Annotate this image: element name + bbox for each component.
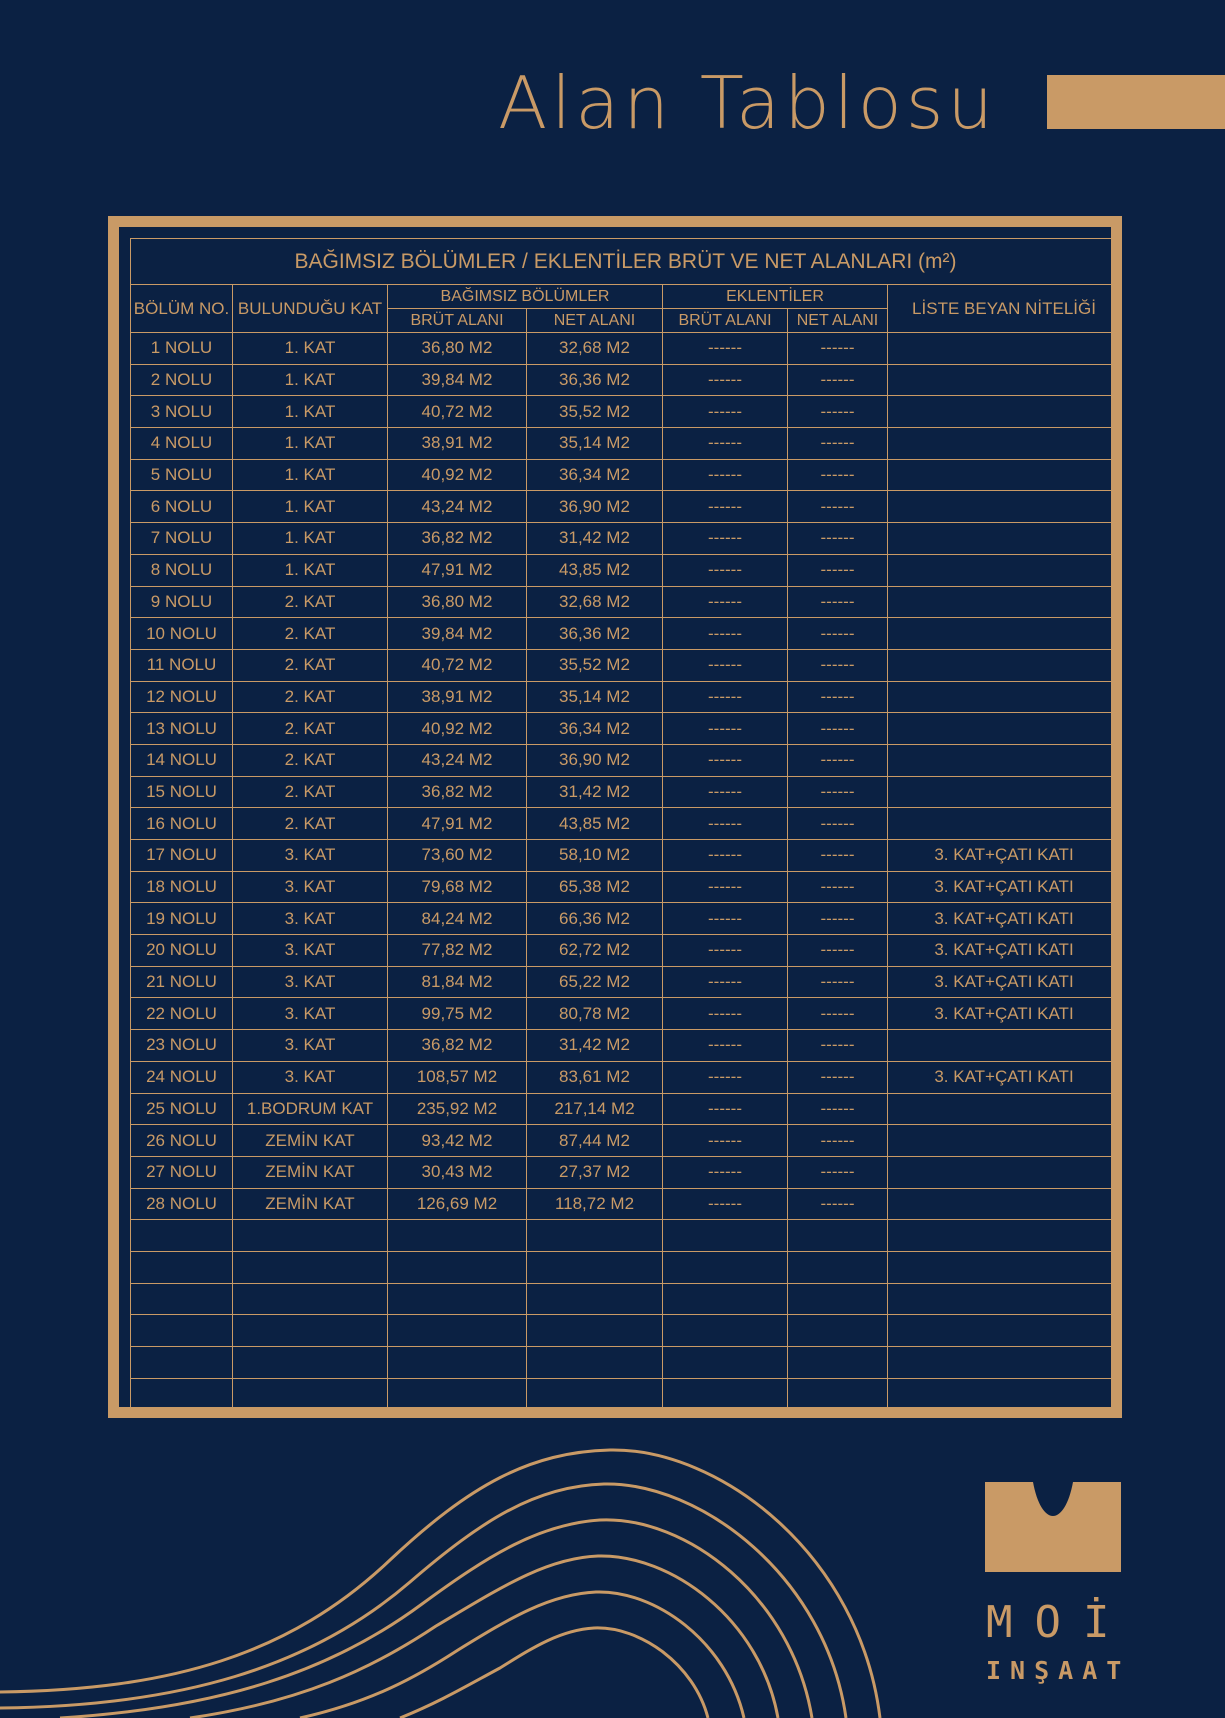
cell-ek-brut-alani: ------ (663, 396, 788, 428)
empty-cell (388, 1315, 527, 1347)
cell-liste-beyan (888, 459, 1121, 491)
cell-ek-net-alani: ------ (788, 744, 888, 776)
cell-brut-alani: 36,82 M2 (388, 776, 527, 808)
cell-bolum-no: 17 NOLU (131, 840, 233, 872)
cell-net-alani: 217,14 M2 (527, 1093, 663, 1125)
cell-brut-alani: 38,91 M2 (388, 681, 527, 713)
cell-bolum-no: 10 NOLU (131, 618, 233, 650)
cell-ek-brut-alani: ------ (663, 1125, 788, 1157)
cell-ek-brut-alani: ------ (663, 1030, 788, 1062)
cell-liste-beyan (888, 618, 1121, 650)
cell-brut-alani: 99,75 M2 (388, 998, 527, 1030)
empty-table-row (131, 1315, 1121, 1347)
empty-table-row (131, 1283, 1121, 1315)
table-row (131, 1093, 1121, 1125)
table-row (131, 1156, 1121, 1188)
cell-brut-alani: 77,82 M2 (388, 935, 527, 967)
cell-ek-net-alani: ------ (788, 396, 888, 428)
cell-ek-net-alani: ------ (788, 1188, 888, 1220)
cell-ek-net-alani: ------ (788, 459, 888, 491)
header-net-alani: NET ALANI (527, 309, 663, 333)
empty-cell (233, 1220, 388, 1252)
empty-table-row (131, 1378, 1121, 1410)
cell-kat: 2. KAT (233, 618, 388, 650)
cell-ek-net-alani: ------ (788, 713, 888, 745)
cell-ek-brut-alani: ------ (663, 364, 788, 396)
cell-ek-net-alani: ------ (788, 1030, 888, 1062)
empty-cell (527, 1378, 663, 1410)
cell-kat: 2. KAT (233, 776, 388, 808)
table-row (131, 808, 1121, 840)
cell-ek-net-alani: ------ (788, 618, 888, 650)
cell-net-alani: 35,52 M2 (527, 396, 663, 428)
cell-kat: 3. KAT (233, 935, 388, 967)
cell-kat: 3. KAT (233, 840, 388, 872)
table-row (131, 744, 1121, 776)
cell-bolum-no: 25 NOLU (131, 1093, 233, 1125)
cell-bolum-no: 15 NOLU (131, 776, 233, 808)
table-row (131, 649, 1121, 681)
cell-kat: ZEMİN KAT (233, 1125, 388, 1157)
cell-ek-brut-alani: ------ (663, 586, 788, 618)
empty-cell (788, 1251, 888, 1283)
table-row (131, 1061, 1121, 1093)
cell-ek-brut-alani: ------ (663, 491, 788, 523)
cell-bolum-no: 1 NOLU (131, 333, 233, 365)
cell-brut-alani: 40,92 M2 (388, 459, 527, 491)
table-row (131, 1188, 1121, 1220)
cell-net-alani: 43,85 M2 (527, 808, 663, 840)
empty-cell (663, 1283, 788, 1315)
cell-liste-beyan (888, 586, 1121, 618)
cell-liste-beyan: 3. KAT+ÇATI KATI (888, 903, 1121, 935)
cell-bolum-no: 13 NOLU (131, 713, 233, 745)
logo-subtitle: INŞAAT (986, 1656, 1131, 1685)
cell-ek-brut-alani: ------ (663, 840, 788, 872)
cell-ek-brut-alani: ------ (663, 1188, 788, 1220)
empty-cell (233, 1251, 388, 1283)
empty-cell (788, 1347, 888, 1379)
cell-ek-net-alani: ------ (788, 586, 888, 618)
cell-bolum-no: 19 NOLU (131, 903, 233, 935)
empty-cell (788, 1220, 888, 1252)
empty-cell (388, 1347, 527, 1379)
cell-net-alani: 83,61 M2 (527, 1061, 663, 1093)
cell-net-alani: 32,68 M2 (527, 333, 663, 365)
cell-kat: ZEMİN KAT (233, 1188, 388, 1220)
cell-brut-alani: 126,69 M2 (388, 1188, 527, 1220)
cell-net-alani: 31,42 M2 (527, 776, 663, 808)
cell-net-alani: 43,85 M2 (527, 554, 663, 586)
empty-cell (233, 1378, 388, 1410)
cell-bolum-no: 7 NOLU (131, 523, 233, 555)
page-title: Alan Tablosu (498, 61, 997, 145)
cell-kat: 1.BODRUM KAT (233, 1093, 388, 1125)
cell-liste-beyan (888, 1188, 1121, 1220)
empty-cell (888, 1251, 1121, 1283)
cell-ek-net-alani: ------ (788, 364, 888, 396)
cell-bolum-no: 3 NOLU (131, 396, 233, 428)
cell-brut-alani: 235,92 M2 (388, 1093, 527, 1125)
cell-brut-alani: 73,60 M2 (388, 840, 527, 872)
cell-kat: 1. KAT (233, 554, 388, 586)
cell-ek-brut-alani: ------ (663, 554, 788, 586)
cell-kat: 1. KAT (233, 364, 388, 396)
cell-bolum-no: 24 NOLU (131, 1061, 233, 1093)
empty-table-row (131, 1347, 1121, 1379)
cell-bolum-no: 4 NOLU (131, 428, 233, 460)
cell-kat: 1. KAT (233, 491, 388, 523)
empty-cell (388, 1378, 527, 1410)
empty-cell (888, 1347, 1121, 1379)
cell-brut-alani: 38,91 M2 (388, 428, 527, 460)
cell-ek-net-alani: ------ (788, 871, 888, 903)
cell-ek-net-alani: ------ (788, 649, 888, 681)
table-row (131, 618, 1121, 650)
cell-brut-alani: 39,84 M2 (388, 364, 527, 396)
cell-ek-brut-alani: ------ (663, 744, 788, 776)
cell-kat: 1. KAT (233, 459, 388, 491)
cell-bolum-no: 14 NOLU (131, 744, 233, 776)
cell-net-alani: 87,44 M2 (527, 1125, 663, 1157)
table-row (131, 998, 1121, 1030)
cell-ek-net-alani: ------ (788, 491, 888, 523)
cell-ek-brut-alani: ------ (663, 871, 788, 903)
table-row (131, 776, 1121, 808)
cell-net-alani: 118,72 M2 (527, 1188, 663, 1220)
cell-net-alani: 58,10 M2 (527, 840, 663, 872)
cell-liste-beyan: 3. KAT+ÇATI KATI (888, 998, 1121, 1030)
cell-ek-brut-alani: ------ (663, 333, 788, 365)
cell-liste-beyan (888, 713, 1121, 745)
empty-cell (663, 1347, 788, 1379)
cell-bolum-no: 21 NOLU (131, 966, 233, 998)
cell-ek-brut-alani: ------ (663, 903, 788, 935)
cell-ek-brut-alani: ------ (663, 649, 788, 681)
cell-bolum-no: 8 NOLU (131, 554, 233, 586)
cell-kat: 3. KAT (233, 966, 388, 998)
cell-ek-brut-alani: ------ (663, 1156, 788, 1188)
empty-cell (888, 1283, 1121, 1315)
empty-cell (131, 1315, 233, 1347)
logo-name: MOİ (986, 1597, 1132, 1648)
cell-ek-brut-alani: ------ (663, 681, 788, 713)
empty-cell (663, 1251, 788, 1283)
header-bagimsiz-bolumler: BAĞIMSIZ BÖLÜMLER (388, 285, 663, 309)
cell-liste-beyan (888, 396, 1121, 428)
cell-bolum-no: 6 NOLU (131, 491, 233, 523)
cell-net-alani: 35,52 M2 (527, 649, 663, 681)
cell-net-alani: 36,90 M2 (527, 491, 663, 523)
empty-cell (663, 1378, 788, 1410)
cell-liste-beyan (888, 364, 1121, 396)
cell-liste-beyan (888, 523, 1121, 555)
cell-liste-beyan (888, 776, 1121, 808)
cell-bolum-no: 9 NOLU (131, 586, 233, 618)
cell-kat: 3. KAT (233, 1030, 388, 1062)
cell-brut-alani: 39,84 M2 (388, 618, 527, 650)
cell-net-alani: 66,36 M2 (527, 903, 663, 935)
cell-ek-net-alani: ------ (788, 808, 888, 840)
cell-brut-alani: 30,43 M2 (388, 1156, 527, 1188)
cell-brut-alani: 40,72 M2 (388, 396, 527, 428)
empty-cell (233, 1283, 388, 1315)
cell-ek-net-alani: ------ (788, 523, 888, 555)
table-row (131, 396, 1121, 428)
table-row (131, 871, 1121, 903)
cell-net-alani: 35,14 M2 (527, 681, 663, 713)
cell-liste-beyan: 3. KAT+ÇATI KATI (888, 1061, 1121, 1093)
cell-brut-alani: 36,82 M2 (388, 1030, 527, 1062)
empty-cell (388, 1251, 527, 1283)
cell-net-alani: 32,68 M2 (527, 586, 663, 618)
cell-kat: 3. KAT (233, 998, 388, 1030)
table-row (131, 713, 1121, 745)
cell-liste-beyan (888, 681, 1121, 713)
cell-liste-beyan (888, 744, 1121, 776)
empty-cell (788, 1283, 888, 1315)
table-row (131, 333, 1121, 365)
cell-ek-brut-alani: ------ (663, 966, 788, 998)
cell-brut-alani: 43,24 M2 (388, 744, 527, 776)
cell-liste-beyan (888, 333, 1121, 365)
cell-kat: 1. KAT (233, 428, 388, 460)
cell-net-alani: 35,14 M2 (527, 428, 663, 460)
cell-kat: 1. KAT (233, 396, 388, 428)
header-bulundugu-kat: BULUNDUĞU KAT (233, 285, 388, 333)
cell-ek-brut-alani: ------ (663, 998, 788, 1030)
cell-ek-brut-alani: ------ (663, 776, 788, 808)
empty-cell (527, 1315, 663, 1347)
cell-ek-net-alani: ------ (788, 428, 888, 460)
cell-kat: 2. KAT (233, 744, 388, 776)
cell-brut-alani: 84,24 M2 (388, 903, 527, 935)
table-row (131, 935, 1121, 967)
empty-cell (663, 1220, 788, 1252)
cell-net-alani: 36,90 M2 (527, 744, 663, 776)
cell-liste-beyan: 3. KAT+ÇATI KATI (888, 840, 1121, 872)
cell-kat: ZEMİN KAT (233, 1156, 388, 1188)
title-accent-bar (1047, 75, 1225, 129)
cell-net-alani: 65,38 M2 (527, 871, 663, 903)
cell-net-alani: 36,34 M2 (527, 459, 663, 491)
empty-cell (131, 1220, 233, 1252)
table-row (131, 1030, 1121, 1062)
header-brut-alani: BRÜT ALANI (388, 309, 527, 333)
table-row (131, 966, 1121, 998)
empty-cell (663, 1315, 788, 1347)
cell-brut-alani: 47,91 M2 (388, 554, 527, 586)
cell-ek-net-alani: ------ (788, 554, 888, 586)
table-row (131, 554, 1121, 586)
cell-ek-brut-alani: ------ (663, 618, 788, 650)
cell-bolum-no: 12 NOLU (131, 681, 233, 713)
empty-cell (788, 1315, 888, 1347)
cell-kat: 2. KAT (233, 586, 388, 618)
cell-brut-alani: 79,68 M2 (388, 871, 527, 903)
table-row (131, 586, 1121, 618)
cell-brut-alani: 47,91 M2 (388, 808, 527, 840)
cell-brut-alani: 93,42 M2 (388, 1125, 527, 1157)
cell-net-alani: 80,78 M2 (527, 998, 663, 1030)
cell-brut-alani: 81,84 M2 (388, 966, 527, 998)
table-row (131, 1125, 1121, 1157)
cell-bolum-no: 27 NOLU (131, 1156, 233, 1188)
empty-cell (888, 1315, 1121, 1347)
header-liste-beyan: LİSTE BEYAN NİTELİĞİ (888, 285, 1121, 333)
empty-cell (527, 1220, 663, 1252)
cell-liste-beyan: 3. KAT+ÇATI KATI (888, 935, 1121, 967)
cell-brut-alani: 36,80 M2 (388, 333, 527, 365)
header-ek-net-alani: NET ALANI (788, 309, 888, 333)
cell-net-alani: 31,42 M2 (527, 523, 663, 555)
empty-cell (527, 1347, 663, 1379)
cell-brut-alani: 108,57 M2 (388, 1061, 527, 1093)
empty-cell (788, 1378, 888, 1410)
cell-ek-net-alani: ------ (788, 333, 888, 365)
contour-lines-decoration (0, 1440, 900, 1718)
header-bolum-no: BÖLÜM NO. (131, 285, 233, 333)
empty-cell (131, 1378, 233, 1410)
cell-bolum-no: 23 NOLU (131, 1030, 233, 1062)
cell-net-alani: 36,36 M2 (527, 364, 663, 396)
empty-cell (888, 1378, 1121, 1410)
table-row (131, 523, 1121, 555)
header-ek-brut-alani: BRÜT ALANI (663, 309, 788, 333)
cell-liste-beyan (888, 491, 1121, 523)
cell-kat: 2. KAT (233, 713, 388, 745)
empty-table-row (131, 1251, 1121, 1283)
cell-bolum-no: 5 NOLU (131, 459, 233, 491)
cell-ek-brut-alani: ------ (663, 1061, 788, 1093)
area-table (130, 238, 1121, 1410)
table-body (131, 333, 1121, 1410)
cell-brut-alani: 36,82 M2 (388, 523, 527, 555)
table-row (131, 840, 1121, 872)
empty-table-row (131, 1220, 1121, 1252)
table-row (131, 428, 1121, 460)
cell-ek-net-alani: ------ (788, 1156, 888, 1188)
cell-net-alani: 62,72 M2 (527, 935, 663, 967)
table-row (131, 491, 1121, 523)
empty-cell (233, 1315, 388, 1347)
table-row (131, 459, 1121, 491)
cell-liste-beyan (888, 1156, 1121, 1188)
cell-ek-net-alani: ------ (788, 935, 888, 967)
cell-kat: 3. KAT (233, 1061, 388, 1093)
cell-liste-beyan (888, 808, 1121, 840)
cell-ek-net-alani: ------ (788, 776, 888, 808)
cell-bolum-no: 22 NOLU (131, 998, 233, 1030)
cell-bolum-no: 2 NOLU (131, 364, 233, 396)
cell-ek-brut-alani: ------ (663, 459, 788, 491)
cell-kat: 1. KAT (233, 333, 388, 365)
cell-bolum-no: 11 NOLU (131, 649, 233, 681)
cell-liste-beyan (888, 554, 1121, 586)
cell-ek-net-alani: ------ (788, 681, 888, 713)
cell-ek-brut-alani: ------ (663, 808, 788, 840)
cell-kat: 3. KAT (233, 903, 388, 935)
cell-ek-brut-alani: ------ (663, 428, 788, 460)
table-frame (108, 216, 1122, 1418)
empty-cell (388, 1220, 527, 1252)
cell-kat: 2. KAT (233, 681, 388, 713)
cell-ek-brut-alani: ------ (663, 935, 788, 967)
empty-cell (388, 1283, 527, 1315)
empty-cell (233, 1347, 388, 1379)
empty-cell (527, 1251, 663, 1283)
cell-kat: 2. KAT (233, 808, 388, 840)
cell-ek-net-alani: ------ (788, 840, 888, 872)
cell-liste-beyan (888, 649, 1121, 681)
table-row (131, 681, 1121, 713)
cell-net-alani: 27,37 M2 (527, 1156, 663, 1188)
cell-liste-beyan: 3. KAT+ÇATI KATI (888, 966, 1121, 998)
cell-liste-beyan (888, 1093, 1121, 1125)
cell-net-alani: 65,22 M2 (527, 966, 663, 998)
cell-net-alani: 31,42 M2 (527, 1030, 663, 1062)
cell-bolum-no: 20 NOLU (131, 935, 233, 967)
empty-cell (131, 1251, 233, 1283)
empty-cell (527, 1283, 663, 1315)
empty-cell (131, 1283, 233, 1315)
cell-brut-alani: 40,92 M2 (388, 713, 527, 745)
cell-ek-brut-alani: ------ (663, 713, 788, 745)
cell-ek-net-alani: ------ (788, 966, 888, 998)
cell-ek-net-alani: ------ (788, 1125, 888, 1157)
empty-cell (131, 1347, 233, 1379)
cell-kat: 3. KAT (233, 871, 388, 903)
moi-logo-icon (985, 1482, 1121, 1572)
cell-kat: 1. KAT (233, 523, 388, 555)
cell-net-alani: 36,36 M2 (527, 618, 663, 650)
cell-bolum-no: 18 NOLU (131, 871, 233, 903)
empty-cell (888, 1220, 1121, 1252)
cell-brut-alani: 40,72 M2 (388, 649, 527, 681)
table-caption: BAĞIMSIZ BÖLÜMLER / EKLENTİLER BRÜT VE NET ALANLARI (m²) (131, 239, 1121, 285)
cell-bolum-no: 28 NOLU (131, 1188, 233, 1220)
cell-bolum-no: 26 NOLU (131, 1125, 233, 1157)
cell-bolum-no: 16 NOLU (131, 808, 233, 840)
cell-liste-beyan (888, 1125, 1121, 1157)
cell-ek-brut-alani: ------ (663, 523, 788, 555)
table-row (131, 903, 1121, 935)
header-eklentiler: EKLENTİLER (663, 285, 888, 309)
cell-liste-beyan (888, 1030, 1121, 1062)
cell-ek-brut-alani: ------ (663, 1093, 788, 1125)
cell-liste-beyan (888, 428, 1121, 460)
cell-net-alani: 36,34 M2 (527, 713, 663, 745)
cell-ek-net-alani: ------ (788, 1061, 888, 1093)
cell-liste-beyan: 3. KAT+ÇATI KATI (888, 871, 1121, 903)
cell-ek-net-alani: ------ (788, 1093, 888, 1125)
cell-ek-net-alani: ------ (788, 903, 888, 935)
cell-kat: 2. KAT (233, 649, 388, 681)
cell-ek-net-alani: ------ (788, 998, 888, 1030)
cell-brut-alani: 43,24 M2 (388, 491, 527, 523)
table-row (131, 364, 1121, 396)
cell-brut-alani: 36,80 M2 (388, 586, 527, 618)
